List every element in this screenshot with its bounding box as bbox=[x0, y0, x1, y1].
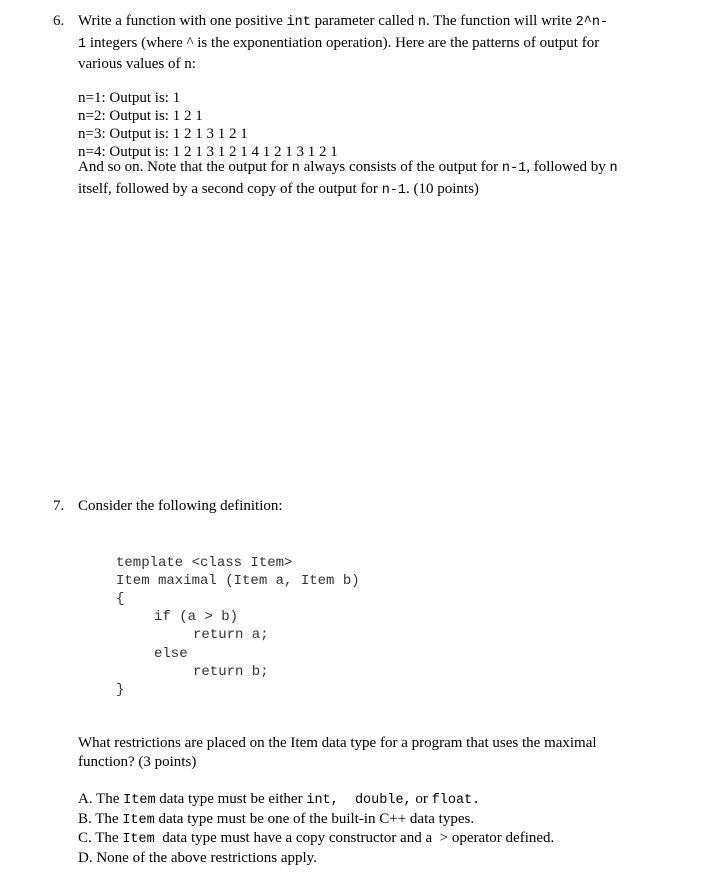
question-7-prompt-line-1: What restrictions are placed on the Item data type for a program that uses the maximal bbox=[78, 735, 597, 751]
question-7-number: 7. bbox=[53, 498, 65, 514]
code-line-3: { bbox=[116, 591, 125, 607]
question-6-line-2: 1 integers (where ^ is the exponentiation operation). Here are the patterns of output for bbox=[78, 35, 600, 52]
code-line-6: else bbox=[154, 646, 188, 662]
option-d: D. None of the above restrictions apply. bbox=[78, 850, 317, 866]
question-6-note-line-1: And so on. Note that the output for n always consists of the output for n-1, followed by n bbox=[78, 159, 618, 176]
example-n4: n=4: Output is: 1 2 1 3 1 2 1 4 1 2 1 3 1 2 1 bbox=[78, 144, 338, 160]
option-a: A. The Item data type must be either int, double, or float. bbox=[78, 791, 481, 808]
code-line-1: template <class Item> bbox=[116, 555, 293, 571]
question-7-intro: Consider the following definition: bbox=[78, 498, 283, 514]
code-line-7: return b; bbox=[193, 664, 269, 680]
code-line-4: if (a > b) bbox=[154, 609, 239, 625]
question-6-number: 6. bbox=[53, 13, 65, 29]
question-6-note-line-2: itself, followed by a second copy of the output for n-1. (10 points) bbox=[78, 181, 479, 198]
question-6-line-3: various values of n: bbox=[78, 56, 196, 72]
example-n1: n=1: Output is: 1 bbox=[78, 90, 181, 106]
question-6-line-1: Write a function with one positive int parameter called n. The function will write 2^n- bbox=[78, 13, 609, 30]
code-line-8: } bbox=[116, 682, 125, 698]
option-c: C. The Item data type must have a copy constructor and a > operator defined. bbox=[78, 830, 555, 847]
question-7-prompt-line-2: function? (3 points) bbox=[78, 754, 197, 770]
example-n3: n=3: Output is: 1 2 1 3 1 2 1 bbox=[78, 126, 248, 142]
option-b: B. The Item data type must be one of the built-in C++ data types. bbox=[78, 811, 475, 828]
code-line-2: Item maximal (Item a, Item b) bbox=[116, 573, 360, 589]
code-line-5: return a; bbox=[193, 627, 269, 643]
example-n2: n=2: Output is: 1 2 1 bbox=[78, 108, 203, 124]
